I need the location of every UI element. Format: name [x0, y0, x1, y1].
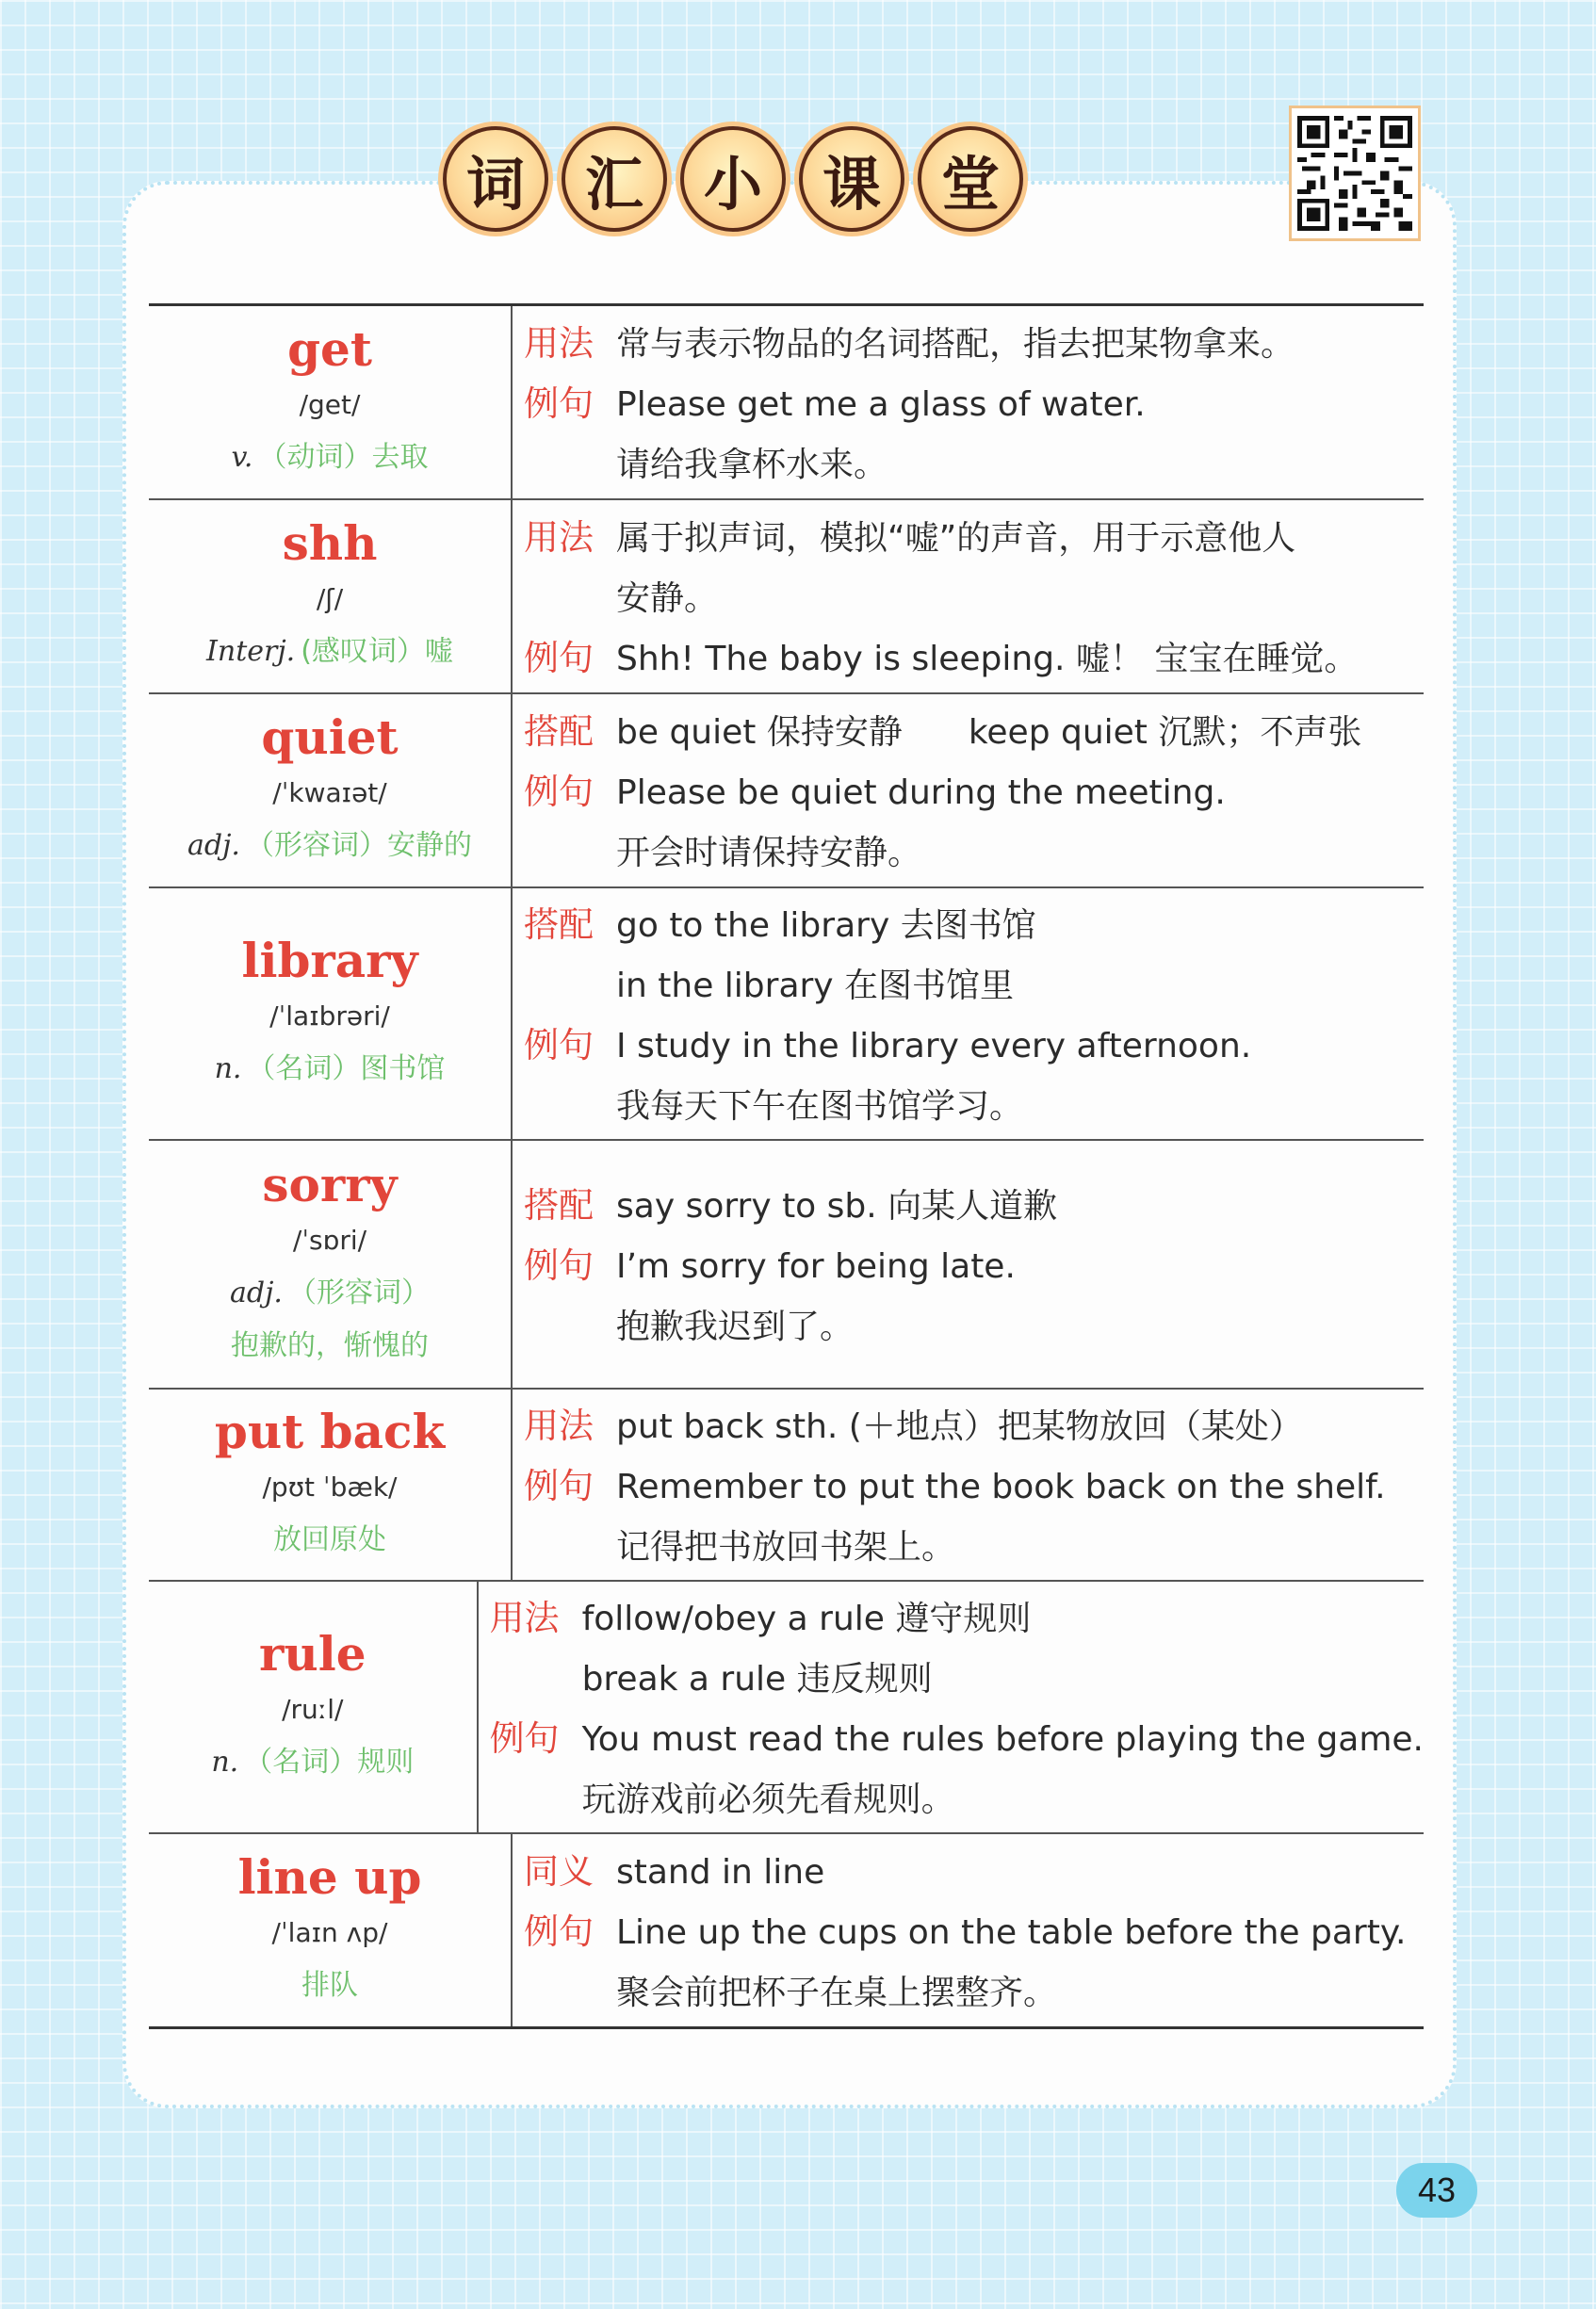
line-text: say sorry to sb. 向某人道歉	[616, 1187, 1058, 1226]
line-text: put back sth. (＋地点）把某物放回（某处）	[616, 1407, 1303, 1446]
definition-line	[524, 1962, 1424, 2023]
definition-line	[524, 1902, 1424, 1962]
definition-line	[524, 374, 1424, 434]
gloss: （名词）图书馆	[247, 1052, 446, 1085]
headword: library	[241, 933, 418, 988]
part-of-speech-line	[206, 626, 453, 678]
vocab-entry	[149, 1834, 1424, 2026]
line-text: Please be quiet during the meeting.	[616, 773, 1226, 812]
line-text: 安静。	[616, 579, 719, 618]
definition-line	[524, 1842, 1424, 1902]
definition-line	[524, 508, 1424, 568]
definition-line	[524, 822, 1424, 883]
definition-line	[524, 1016, 1424, 1076]
definition-line	[524, 314, 1424, 374]
definition-cell	[513, 306, 1424, 498]
definition-line	[524, 1236, 1424, 1296]
part-of-speech-line	[215, 1043, 446, 1096]
part-of-speech-line	[187, 820, 472, 872]
headword: quiet	[261, 709, 399, 765]
usage-tag: 用法	[524, 1406, 594, 1446]
phonetic: /pʊt ˈbæk/	[262, 1472, 398, 1503]
part-of-speech-line	[273, 1514, 386, 1567]
gloss: (感叹词）嘘	[301, 635, 453, 668]
example-tag: 例句	[524, 1025, 594, 1065]
example-tag: 例句	[524, 638, 594, 678]
line-text: 我每天下午在图书馆学习。	[616, 1087, 1024, 1126]
page-number: 43	[1396, 2163, 1477, 2218]
part-of-speech-line	[230, 1267, 430, 1320]
gloss: （动词）去取	[258, 441, 429, 474]
synonym-tag: 同义	[524, 1851, 594, 1892]
title-char: 堂	[918, 126, 1023, 232]
gloss: （形容词）	[287, 1276, 430, 1309]
usage-tag: 用法	[524, 517, 594, 558]
definition-cell	[513, 1141, 1424, 1388]
page-title	[443, 126, 1023, 232]
line-text: 请给我拿杯水来。	[616, 446, 888, 484]
line-text: keep quiet 沉默；不声张	[968, 713, 1362, 752]
part-of-speech: n.	[214, 1052, 242, 1085]
collocation-tag: 搭配	[524, 1185, 594, 1226]
usage-tag: 用法	[524, 323, 594, 364]
definition-line	[524, 702, 1424, 762]
example-tag: 例句	[524, 1911, 594, 1952]
line-text: 记得把书放回书架上。	[616, 1528, 956, 1567]
title-char: 课	[799, 126, 904, 232]
vocab-entry	[149, 500, 1424, 694]
title-char: 汇	[562, 126, 667, 232]
line-text: stand in line	[616, 1853, 825, 1892]
definition-line	[490, 1769, 1424, 1829]
part-of-speech: Interj.	[206, 635, 296, 668]
line-text: be quiet 保持安静	[616, 713, 903, 752]
definition-line	[524, 762, 1424, 822]
definition-line	[524, 1076, 1424, 1136]
vocab-entry	[149, 306, 1424, 500]
headword: put back	[214, 1404, 446, 1459]
part-of-speech: adj.	[187, 829, 240, 862]
line-text: in the library 在图书馆里	[616, 967, 1015, 1005]
headword: shh	[282, 515, 378, 571]
definition-line	[490, 1649, 1424, 1709]
vocab-entry	[149, 1582, 1424, 1834]
word-cell	[149, 1390, 513, 1580]
definition-line	[524, 955, 1424, 1016]
collocation-tag: 搭配	[524, 904, 594, 945]
phonetic: /ˈlaɪn ʌp/	[271, 1917, 388, 1948]
line-text: I’m sorry for being late.	[616, 1247, 1016, 1286]
vocab-entry	[149, 1141, 1424, 1390]
part-of-speech-line	[232, 431, 429, 484]
title-char: 词	[443, 126, 548, 232]
definition-line	[524, 1176, 1424, 1236]
line-text: 玩游戏前必须先看规则。	[581, 1781, 955, 1819]
line-text: Shh! The baby is sleeping. 嘘！ 宝宝在睡觉。	[616, 640, 1359, 678]
line-text: Please get me a glass of water.	[616, 385, 1146, 424]
word-cell	[149, 1582, 479, 1832]
line-text: 属于拟声词，模拟“嘘”的声音，用于示意他人	[616, 519, 1296, 558]
definition-line	[524, 628, 1424, 689]
definition-cell	[513, 1390, 1424, 1580]
line-text: 聚会前把杯子在桌上摆整齐。	[616, 1974, 1058, 2012]
example-tag: 例句	[489, 1718, 560, 1759]
line-text: 常与表示物品的名词搭配，指去把某物拿来。	[616, 325, 1295, 364]
title-char: 小	[680, 126, 786, 232]
usage-tag: 用法	[489, 1598, 560, 1638]
example-tag: 例句	[524, 383, 594, 424]
qr-code-icon[interactable]	[1289, 106, 1421, 241]
definition-line	[524, 434, 1424, 495]
gloss: （形容词）安静的	[245, 829, 472, 862]
word-cell	[149, 500, 513, 692]
line-text: Line up the cups on the table before the party.	[616, 1913, 1407, 1952]
gloss: 放回原处	[273, 1523, 386, 1556]
gloss-line	[231, 1320, 429, 1373]
line-text: You must read the rules before playing the game.	[581, 1720, 1424, 1759]
definition-line	[524, 1517, 1424, 1577]
definition-line	[490, 1588, 1424, 1649]
definition-cell	[513, 888, 1424, 1139]
headword: sorry	[262, 1157, 398, 1212]
definition-line	[524, 1296, 1424, 1357]
definition-cell	[513, 694, 1424, 886]
word-cell	[149, 888, 513, 1139]
line-text: break a rule 违反规则	[581, 1660, 933, 1699]
definition-line	[524, 1456, 1424, 1517]
gloss: （名词）规则	[244, 1746, 415, 1779]
example-tag: 例句	[524, 772, 594, 812]
phonetic: /ˈkwaɪət/	[272, 777, 387, 808]
headword: line up	[237, 1849, 422, 1905]
definition-line	[524, 895, 1424, 955]
line-text: 抱歉我迟到了。	[616, 1308, 855, 1346]
gloss: 排队	[301, 1969, 358, 2002]
phonetic: /ˈsɒri/	[292, 1225, 367, 1256]
definition-line	[524, 1396, 1424, 1456]
phonetic: /ruːl/	[282, 1694, 344, 1725]
word-cell	[149, 694, 513, 886]
word-cell	[149, 306, 513, 498]
part-of-speech: adj.	[230, 1276, 283, 1309]
part-of-speech: n.	[211, 1746, 239, 1779]
line-text: Remember to put the book back on the shelf.	[616, 1468, 1386, 1506]
vocab-table	[149, 303, 1424, 2029]
definition-cell	[513, 500, 1424, 692]
line-text: I study in the library every afternoon.	[616, 1027, 1252, 1065]
definition-cell	[479, 1582, 1424, 1832]
gloss: 抱歉的，惭愧的	[231, 1329, 429, 1362]
phonetic: /ʃ/	[316, 583, 344, 614]
collocation-tag: 搭配	[524, 711, 594, 752]
word-cell	[149, 1141, 513, 1388]
example-tag: 例句	[524, 1466, 594, 1506]
headword: get	[287, 321, 372, 377]
part-of-speech-line	[301, 1959, 358, 2012]
vocab-entry	[149, 694, 1424, 888]
vocab-entry	[149, 888, 1424, 1141]
headword: rule	[259, 1626, 366, 1682]
line-text: 开会时请保持安静。	[616, 834, 922, 872]
phonetic: /ˈlaɪbrəri/	[269, 1000, 390, 1032]
example-tag: 例句	[524, 1245, 594, 1286]
part-of-speech: v.	[231, 441, 253, 474]
line-text: go to the library 去图书馆	[616, 906, 1036, 945]
line-text: follow/obey a rule 遵守规则	[581, 1600, 1032, 1638]
vocab-entry	[149, 1390, 1424, 1582]
definition-line	[524, 568, 1424, 628]
definition-cell	[513, 1834, 1424, 2026]
word-cell	[149, 1834, 513, 2026]
part-of-speech-line	[211, 1736, 414, 1789]
phonetic: /get/	[299, 389, 361, 420]
definition-line	[490, 1709, 1424, 1769]
